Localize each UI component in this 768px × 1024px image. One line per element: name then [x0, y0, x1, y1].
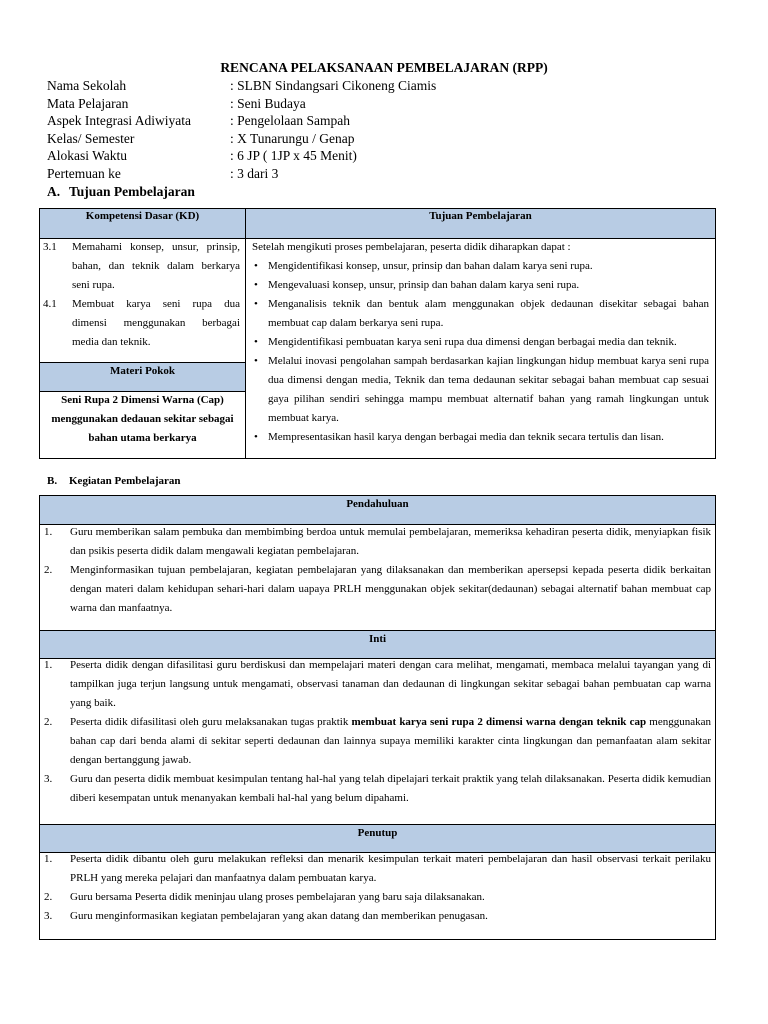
kd-text: Memahami konsep, unsur, prinsip, bahan, dan teknik dalam berkarya seni rupa.: [72, 241, 240, 291]
bullet-icon: •: [254, 336, 258, 348]
step-text: Peserta didik dengan difasilitasi guru berdiskusi dan mempelajari materi dengan cara melihat, mengamati, membaca melalui tayangan yang di tampilkan juga terjun langsung untuk mengamati, observasi tanaman dan dedaunan di lingkungan sekitar sebagai bahan pembuatan cap warna yang baik.: [70, 659, 711, 709]
step-number: 1.: [44, 659, 53, 671]
tp-text: Mengidentifikasi pembuatan karya seni rupa dua dimensi dengan berbagai media dan teknik.: [268, 336, 677, 348]
list-item: [252, 257, 709, 276]
kd-text: Membuat karya seni rupa dua dimensi menggunakan berbagai media dan teknik.: [72, 298, 240, 348]
step-number: 2.: [44, 891, 53, 903]
column-divider: [245, 209, 246, 458]
step-text-bold: membuat karya seni rupa 2 dimensi warna dengan teknik cap: [351, 716, 647, 728]
section-letter: B.: [47, 475, 58, 487]
bullet-icon: •: [254, 279, 258, 291]
bullet-icon: •: [254, 431, 258, 443]
step-text: Guru memberikan salam pembuka dan membimbing berdoa untuk memulai pembelajaran, memeriksa kehadiran peserta didik, menyiapkan fisik dan psikis peserta didik dalam mengawali kegiatan pembelajaran.: [70, 526, 711, 557]
pendahuluan-header: Pendahuluan: [40, 496, 715, 525]
step-number: 1.: [44, 853, 53, 865]
kd-item: [43, 295, 240, 352]
inti-steps: [44, 656, 711, 808]
info-label: Aspek Integrasi Adiwiyata: [47, 113, 191, 128]
info-value: : 3 dari 3: [230, 165, 279, 181]
list-item: [252, 276, 709, 295]
tp-text: Menganalisis teknik dan bentuk alam menggunakan objek dedaunan disekitar sebagai bahan membuat cap dalam berkarya seni rupa.: [268, 298, 709, 329]
kd-number: 4.1: [43, 298, 57, 310]
tp-list: [252, 238, 709, 447]
section-letter: A.: [47, 184, 61, 199]
step-text-part: Peserta didik difasilitasi oleh guru melaksanakan tugas praktik: [70, 716, 352, 728]
list-item: [252, 428, 709, 447]
pendahuluan-steps: [44, 523, 711, 618]
list-item: [44, 523, 711, 561]
tp-text: Melalui inovasi pengolahan sampah berdasarkan kajian lingkungan hidup membuat karya seni rupa dua dimensi dengan media, Teknik dan tema dedaunan sekitar sebagai bahan membuat cap sesuai gaya pilihan sendiri sehingga mampu membuat alternatif bahan yang ramah lingkungan untuk membuat karya.: [268, 355, 709, 424]
step-text: Menginformasikan tujuan pembelajaran, kegiatan pembelajaran yang dilaksanakan dan memberikan apersepsi kepada peserta didik berkaitan dengan materi dalam kehidupan sehari-hari dalam uapaya PRLH menggunakan objek sekitar(dedaunan) sebagai alternatif bahan membuat cap warna dan manfaatnya.: [70, 564, 711, 614]
info-label: Nama Sekolah: [47, 78, 127, 93]
step-number: 3.: [44, 910, 53, 922]
kd-number: 3.1: [43, 241, 57, 253]
kd-item: [43, 238, 240, 295]
step-text: Guru bersama Peserta didik meninjau ulang proses pembelajaran yang baru saja dilaksanakan.: [70, 891, 485, 903]
step-text: Guru dan peserta didik membuat kesimpulan tentang hal-hal yang telah dipelajari terkait praktik yang telah dilaksanakan. Peserta didik kemudian diberi kesempatan untuk menanyakan kembali hal-hal yang belum dipahami.: [70, 773, 711, 804]
list-item: [252, 295, 709, 333]
section-label: Kegiatan Pembelajaran: [69, 475, 181, 487]
list-item: [44, 713, 711, 770]
info-value: : Seni Budaya: [230, 95, 306, 111]
penutup-steps: [44, 850, 711, 926]
bullet-icon: •: [254, 355, 258, 367]
section-b-heading: [47, 475, 181, 487]
list-item: [44, 888, 711, 907]
step-text: Peserta didik dibantu oleh guru melakukan refleksi dan menarik kesimpulan terkait materi pembelajaran dan hasil observasi terkait perilaku PRLH yang mereka pelajari dan manfaatnya dalam pembuatan karya.: [70, 853, 711, 884]
info-label: Pertemuan ke: [47, 165, 121, 181]
step-text-part: menggunakan bahan cap dari benda alami di sekitar seperti dedaunan dan lainnya supaya memiliki karakter cinta lingkungan dan pemanfaatan alam sekitar dengan bertanggung jawab.: [70, 716, 712, 766]
list-item: [252, 352, 709, 428]
tp-text: Mengevaluasi konsep, unsur, prinsip dan bahan dalam karya seni rupa.: [268, 279, 580, 291]
learning-activities-table: [39, 495, 716, 940]
kd-header: Kompetensi Dasar (KD): [40, 209, 245, 239]
list-item: [252, 333, 709, 352]
list-item: [44, 770, 711, 808]
list-item: [44, 656, 711, 713]
penutup-header: Penutup: [40, 824, 715, 853]
bullet-icon: •: [254, 260, 258, 272]
info-value: : Pengelolaan Sampah: [230, 113, 350, 128]
step-number: 3.: [44, 773, 53, 785]
tp-text: Mempresentasikan hasil karya dengan berbagai media dan teknik secara tertulis dan lisan.: [268, 431, 664, 443]
step-text: [70, 713, 711, 770]
document-title: RENCANA PELAKSANAAN PEMBELAJARAN (RPP): [220, 60, 548, 75]
list-item: [44, 561, 711, 618]
tp-header: Tujuan Pembelajaran: [246, 209, 715, 239]
info-label: Mata Pelajaran: [47, 95, 129, 111]
step-number: 1.: [44, 526, 53, 538]
learning-objectives-table: [39, 208, 716, 459]
section-a-heading: [47, 184, 195, 200]
info-value: : SLBN Sindangsari Cikoneng Ciamis: [230, 78, 437, 93]
materi-text: Seni Rupa 2 Dimensi Warna (Cap) menggunakan dedauan sekitar sebagai bahan utama berkarya: [51, 394, 234, 444]
info-value: : X Tunarungu / Genap: [230, 130, 355, 146]
info-label: Alokasi Waktu: [47, 148, 128, 163]
list-item: [44, 907, 711, 926]
section-label: Tujuan Pembelajaran: [69, 184, 195, 199]
tp-intro: Setelah mengikuti proses pembelajaran, peserta didik diharapkan dapat :: [252, 241, 571, 253]
info-label: Kelas/ Semester: [47, 130, 135, 146]
info-value: : 6 JP ( 1JP x 45 Menit): [230, 148, 357, 163]
materi-header: Materi Pokok: [40, 362, 245, 392]
tp-text: Mengidentifikasi konsep, unsur, prinsip dan bahan dalam karya seni rupa.: [268, 260, 593, 272]
bullet-icon: •: [254, 298, 258, 310]
kd-list: [43, 238, 240, 352]
list-item: [44, 850, 711, 888]
step-number: 2.: [44, 716, 53, 728]
step-number: 2.: [44, 564, 53, 576]
inti-header: Inti: [40, 630, 715, 659]
step-text: Guru menginformasikan kegiatan pembelajaran yang akan datang dan memberikan penugasan.: [70, 910, 488, 922]
